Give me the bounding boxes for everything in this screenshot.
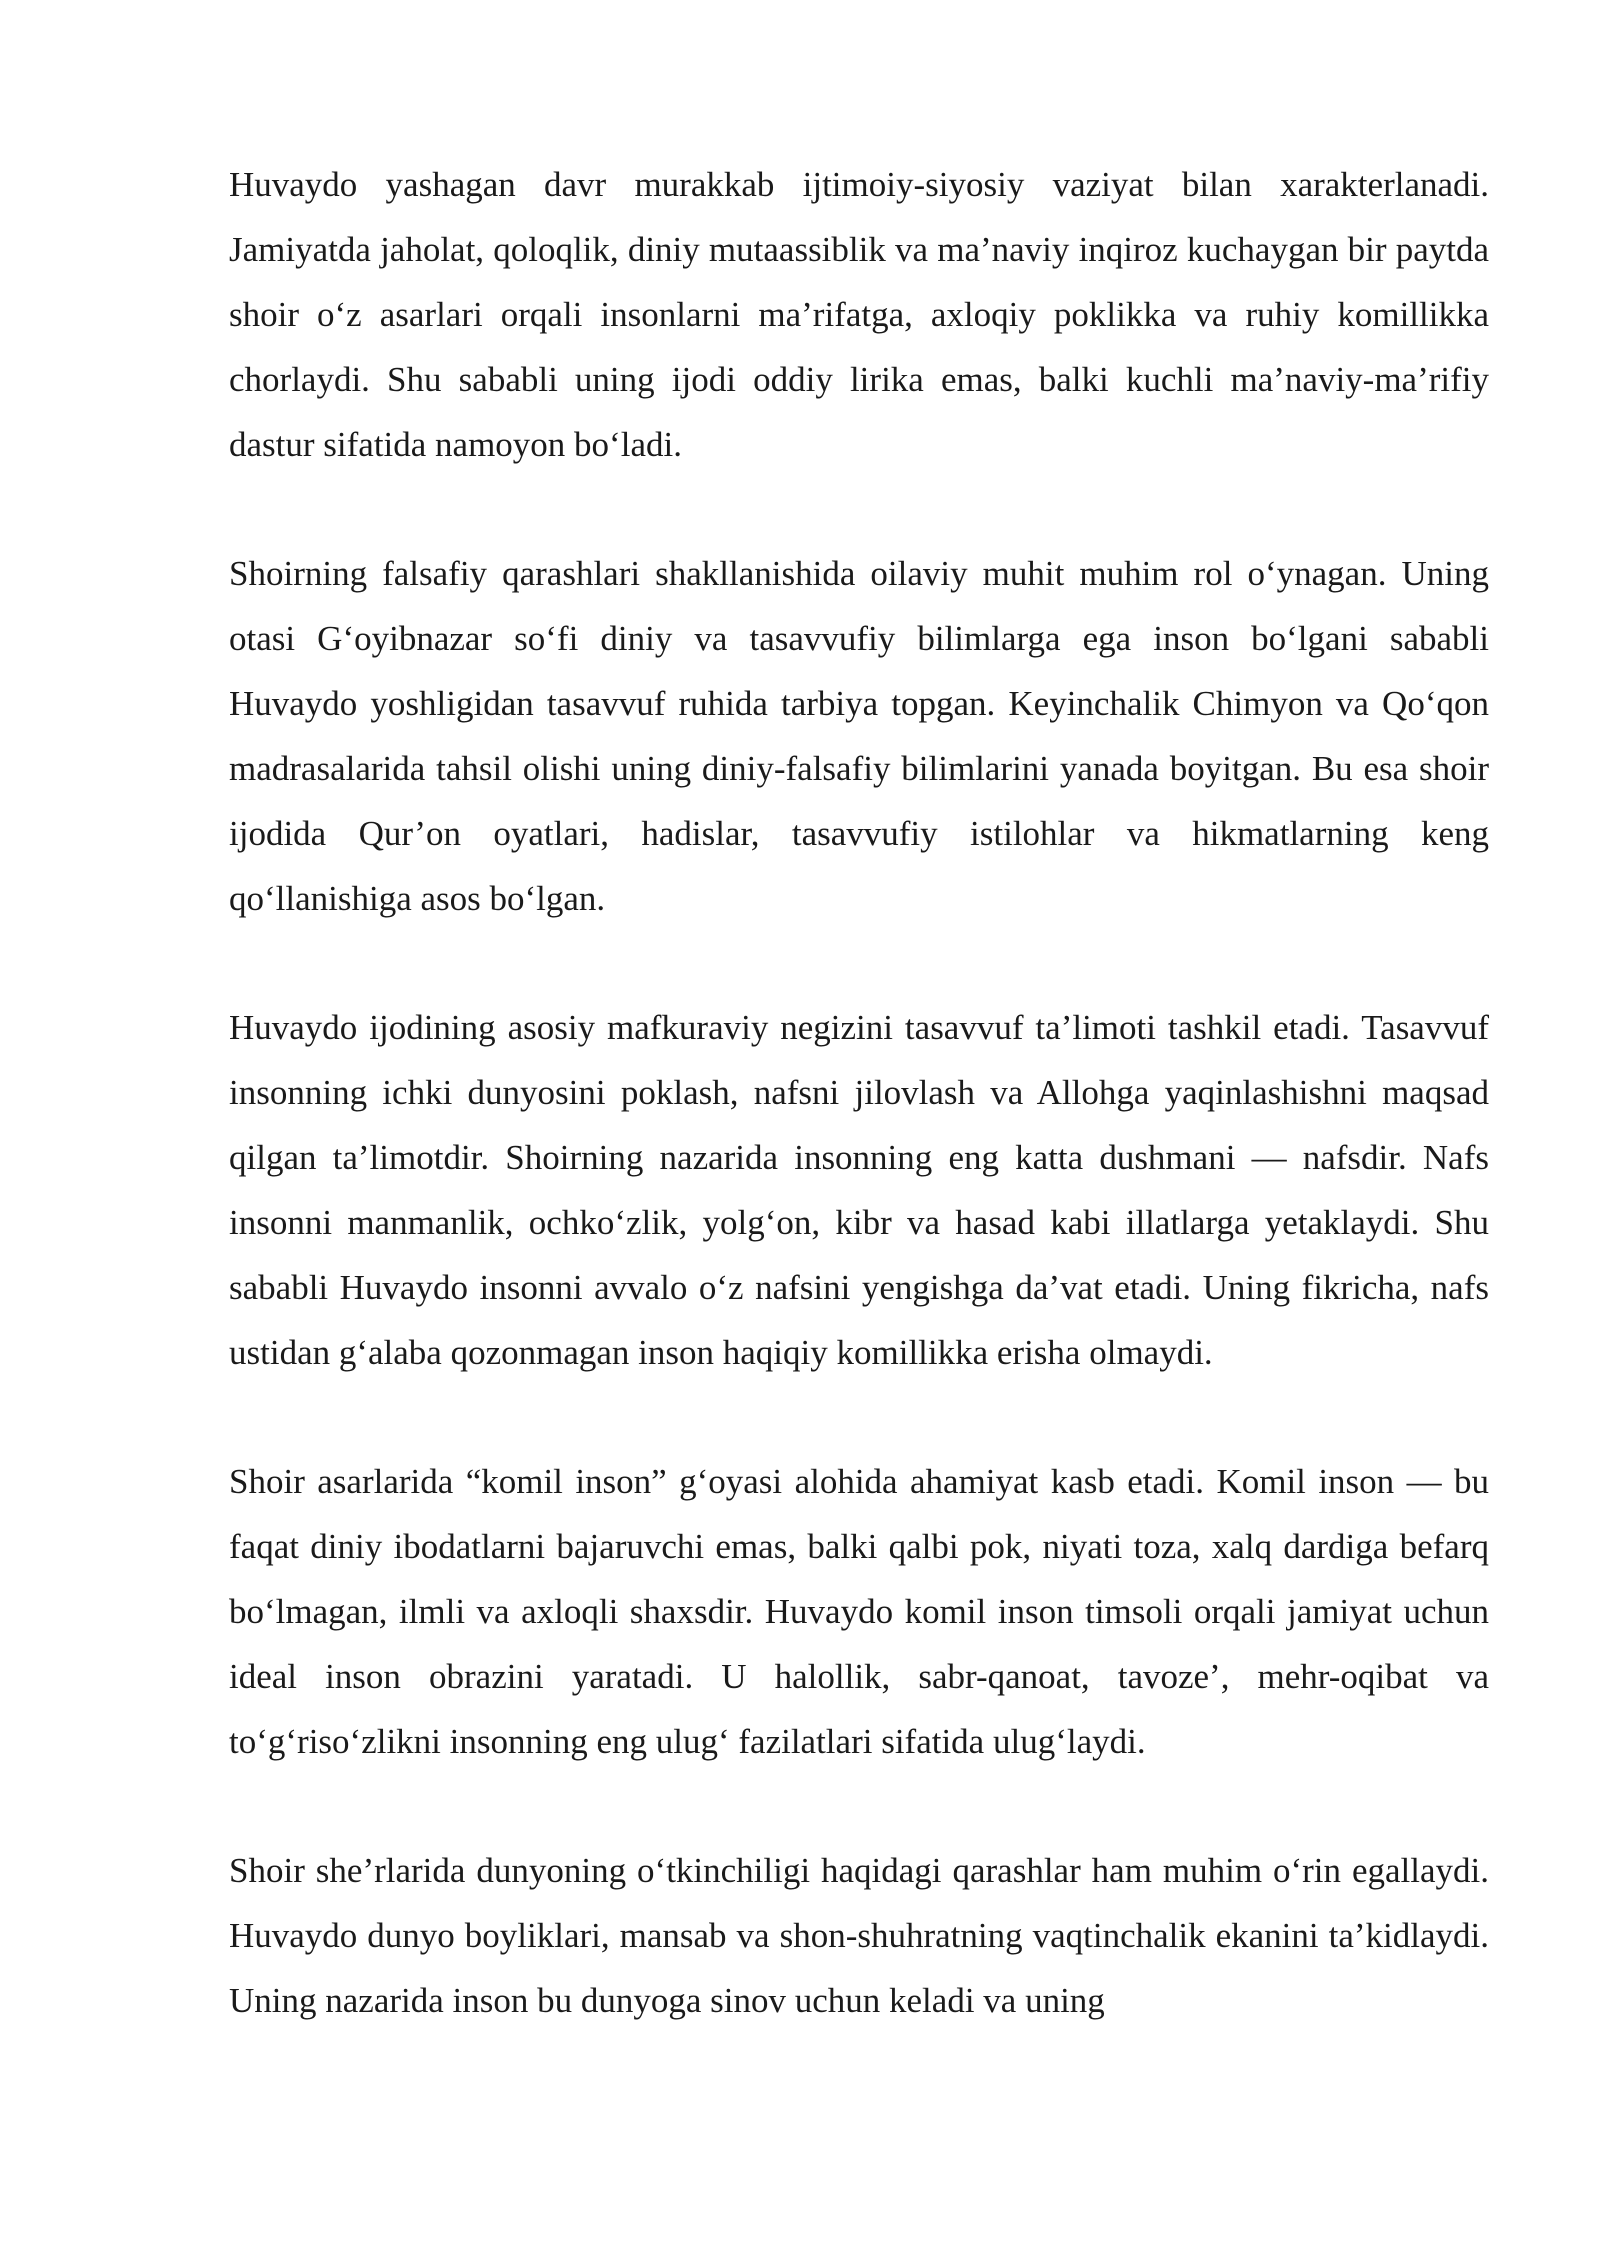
paragraph-4: Shoir asarlarida “komil inson” g‘oyasi alohida ahamiyat kasb etadi. Komil inson — bu faqat diniy ibodatlarni bajaruvchi emas, balki qalbi pok, niyati toza, xalq dardiga befarq bo‘lmagan, ilmli va axloqli shaxsdir. Huvaydo komil inson timsoli orqali jamiyat uchun ideal inson obrazini yaratadi. U halollik, sabr-qanoat, tavoze’, mehr-oqibat va to‘g‘riso‘zlikni insonning eng ulug‘ fazilatlari sifatida ulug‘laydi.	[229, 1462, 1489, 1761]
paragraph-2: Shoirning falsafiy qarashlari shakllanishida oilaviy muhit muhim rol o‘ynagan. Uning otasi G‘oyibnazar so‘fi diniy va tasavvufiy bilimlarga ega inson bo‘lgani sababli Huvaydo yoshligidan tasavvuf ruhida tarbiya topgan. Keyinchalik Chimyon va Qo‘qon madrasalarida tahsil olishi uning diniy-falsafiy bilimlarini yanada boyitgan. Bu esa shoir ijodida Qur’on oyatlari, hadislar, tasavvufiy istilohlar va hikmatlarning keng qo‘llanishiga asos bo‘lgan.	[229, 554, 1489, 918]
paragraph-3: Huvaydo ijodining asosiy mafkuraviy negizini tasavvuf ta’limoti tashkil etadi. Tasavvuf insonning ichki dunyosini poklash, nafsni jilovlash va Allohga yaqinlashishni maqsad qilgan ta’limotdir. Shoirning nazarida insonning eng katta dushmani — nafsdir. Nafs insonni manmanlik, ochko‘zlik, yolg‘on, kibr va hasad kabi illatlarga yetaklaydi. Shu sababli Huvaydo insonni avvalo o‘z nafsini yengishga da’vat etadi. Uning fikricha, nafs ustidan g‘alaba qozonmagan inson haqiqiy komillikka erisha olmaydi.	[229, 1008, 1489, 1372]
paragraph-5: Shoir she’rlarida dunyoning o‘tkinchiligi haqidagi qarashlar ham muhim o‘rin egallaydi. Huvaydo dunyo boyliklari, mansab va shon-shuhratning vaqtinchalik ekanini ta’kidlaydi. Uning nazarida inson bu dunyoga sinov uchun keladi va uning	[229, 1851, 1489, 2020]
paragraph-1: Huvaydo yashagan davr murakkab ijtimoiy-siyosiy vaziyat bilan xarakterlanadi. Jamiyatda jaholat, qoloqlik, diniy mutaassiblik va ma’naviy inqiroz kuchaygan bir paytda shoir o‘z asarlari orqali insonlarni ma’rifatga, axloqiy poklikka va ruhiy komillikka chorlaydi. Shu sababli uning ijodi oddiy lirika emas, balki kuchli ma’naviy-ma’rifiy dastur sifatida namoyon bo‘ladi.	[229, 165, 1489, 464]
